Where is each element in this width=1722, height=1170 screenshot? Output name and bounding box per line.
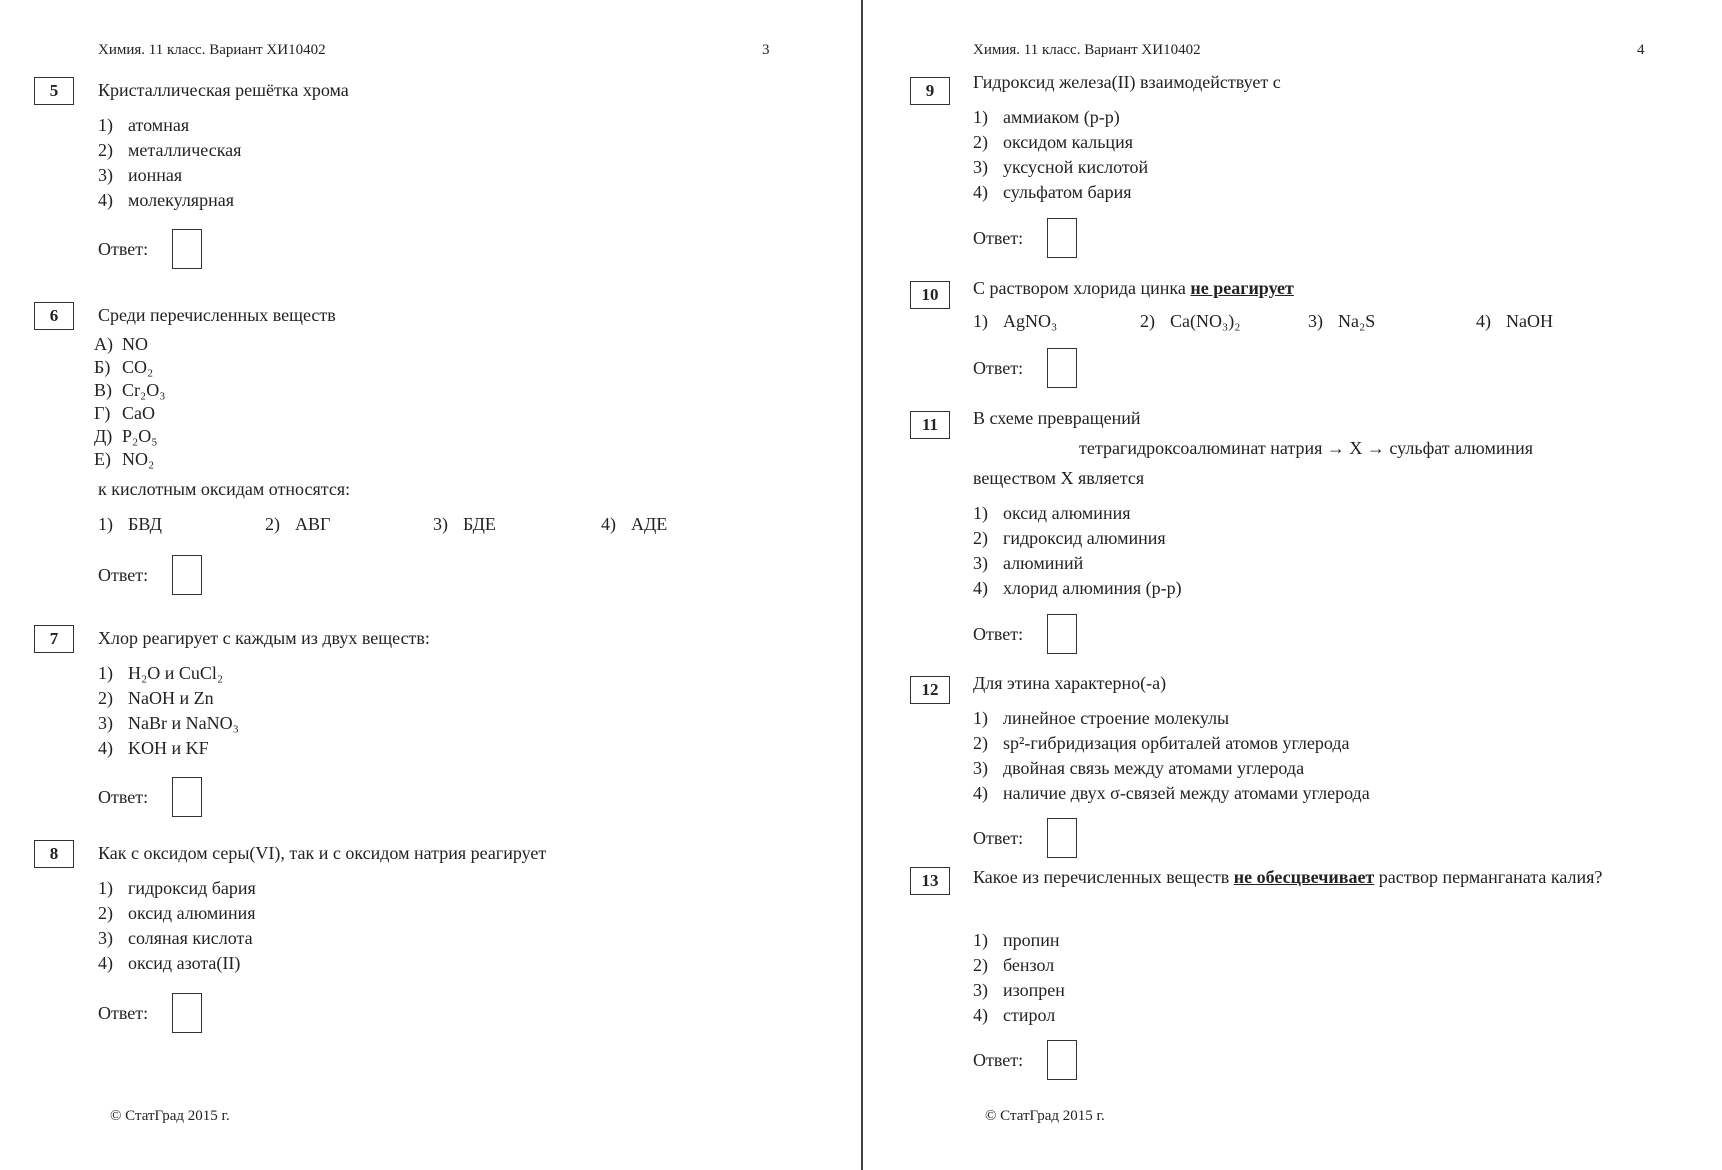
answer-box[interactable] — [1047, 348, 1077, 388]
option: 2) NaOH и Zn — [98, 688, 214, 708]
question-number: 9 — [910, 77, 950, 105]
option: 2) sp²-гибридизация орбиталей атомов углерода — [973, 733, 1350, 753]
option: 2) бензол — [973, 955, 1055, 975]
transformation-scheme: тетрагидроксоалюминат натрия → X → сульфат алюминия — [1079, 438, 1534, 458]
answer-options — [973, 928, 1065, 1028]
option: 3) алюминий — [973, 553, 1084, 573]
answer-label: Ответ: — [973, 1049, 1024, 1070]
answer-options — [973, 311, 1673, 337]
question-text: Хлор реагирует с каждым из двух веществ: — [98, 628, 430, 648]
option: 1) AgNO₃ — [973, 311, 1058, 331]
option: 2) АВГ — [265, 514, 331, 534]
option: 2) Ca(NO₃)₂ — [1140, 311, 1241, 331]
question-text: Какое из перечисленных веществ не обесцвечивает раствор перманганата калия? — [973, 867, 1603, 887]
answer-row — [973, 218, 1077, 258]
answer-label: Ответ: — [973, 827, 1024, 848]
option: 1) гидроксид бария — [98, 878, 256, 898]
page-number: 3 — [762, 42, 770, 58]
option: 3) NaBr и NaNO₃ — [98, 713, 239, 733]
answer-row — [973, 348, 1077, 388]
question-text: С раствором хлорида цинка не реагирует — [973, 278, 1294, 298]
answer-label: Ответ: — [973, 623, 1024, 644]
right-page — [863, 0, 1722, 1170]
answer-options — [973, 105, 1148, 205]
answer-row — [98, 229, 202, 269]
question-number: 5 — [34, 77, 74, 105]
option: 3) Na₂S — [1308, 311, 1376, 331]
answer-label: Ответ: — [98, 238, 149, 259]
option: 4) молекулярная — [98, 190, 234, 210]
question-text: Для этина характерно(-а) — [973, 673, 1167, 693]
option: 1) атомная — [98, 115, 190, 135]
question-number: 12 — [910, 676, 950, 704]
option: 1) пропин — [973, 930, 1060, 950]
option: 3) двойная связь между атомами углерода — [973, 758, 1305, 778]
option: 3) соляная кислота — [98, 928, 253, 948]
option: 4) оксид азота(II) — [98, 953, 241, 973]
list-item: Б) CO₂ — [94, 357, 154, 377]
page-number: 4 — [1637, 42, 1645, 58]
list-item: В) Cr₂O₃ — [94, 380, 166, 400]
option: 3) уксусной кислотой — [973, 157, 1149, 177]
answer-row — [98, 777, 202, 817]
answer-options — [973, 501, 1182, 601]
answer-label: Ответ: — [98, 564, 149, 585]
emphasis: не реагирует — [1190, 278, 1294, 298]
answer-box[interactable] — [172, 555, 202, 595]
answer-options — [98, 113, 241, 213]
question-subtext: к кислотным оксидам относятся: — [98, 479, 351, 499]
answer-box[interactable] — [1047, 614, 1077, 654]
question-text: Среди перечисленных веществ — [98, 305, 336, 325]
page-footer: © СтатГрад 2015 г. — [110, 1108, 230, 1124]
option: 1) H₂O и CuCl₂ — [98, 663, 224, 683]
option: 2) гидроксид алюминия — [973, 528, 1166, 548]
page-header: Химия. 11 класс. Вариант ХИ10402 — [973, 42, 1201, 58]
question-text: Гидроксид железа(II) взаимодействует с — [973, 72, 1281, 92]
option: 3) изопрен — [973, 980, 1065, 1000]
question-subtext: веществом X является — [973, 468, 1145, 488]
answer-box[interactable] — [172, 993, 202, 1033]
question-text: Кристаллическая решётка хрома — [98, 80, 349, 100]
option: 1) оксид алюминия — [973, 503, 1131, 523]
answer-label: Ответ: — [98, 786, 149, 807]
question-number: 10 — [910, 281, 950, 309]
option: 4) сульфатом бария — [973, 182, 1132, 202]
option: 4) стирол — [973, 1005, 1056, 1025]
answer-box[interactable] — [172, 229, 202, 269]
list-item: Г) CaO — [94, 403, 155, 423]
question-number: 7 — [34, 625, 74, 653]
answer-options — [98, 514, 798, 540]
question-number: 11 — [910, 411, 950, 439]
answer-box[interactable] — [1047, 1040, 1077, 1080]
option: 2) оксидом кальция — [973, 132, 1133, 152]
answer-label: Ответ: — [973, 357, 1024, 378]
list-item: А) NO — [94, 334, 148, 354]
option: 4) наличие двух σ-связей между атомами углерода — [973, 783, 1370, 803]
option: 1) линейное строение молекулы — [973, 708, 1230, 728]
option: 2) металлическая — [98, 140, 242, 160]
page-header: Химия. 11 класс. Вариант ХИ10402 — [98, 42, 326, 58]
answer-options — [973, 706, 1370, 806]
answer-row — [973, 1040, 1077, 1080]
answer-label: Ответ: — [973, 227, 1024, 248]
answer-row — [973, 818, 1077, 858]
answer-row — [98, 993, 202, 1033]
question-text: Как с оксидом серы(VI), так и с оксидом натрия реагирует — [98, 843, 547, 863]
answer-box[interactable] — [1047, 818, 1077, 858]
question-number: 6 — [34, 302, 74, 330]
emphasis: не обесцвечивает — [1233, 867, 1375, 887]
answer-options — [98, 661, 239, 761]
answer-row — [973, 614, 1077, 654]
answer-box[interactable] — [1047, 218, 1077, 258]
option: 4) АДЕ — [601, 514, 668, 534]
page-footer: © СтатГрад 2015 г. — [985, 1108, 1105, 1124]
list-item: Д) P₂O₅ — [94, 426, 158, 446]
option: 3) ионная — [98, 165, 183, 185]
question-number: 8 — [34, 840, 74, 868]
option: 1) аммиаком (р-р) — [973, 107, 1120, 127]
list-item: Е) NO₂ — [94, 449, 155, 469]
option: 2) оксид алюминия — [98, 903, 256, 923]
option: 3) БДЕ — [433, 514, 496, 534]
option: 4) KOH и KF — [98, 738, 209, 758]
option: 1) БВД — [98, 514, 162, 534]
option: 4) хлорид алюминия (р-р) — [973, 578, 1182, 598]
question-text: В схеме превращений — [973, 408, 1141, 428]
answer-box[interactable] — [172, 777, 202, 817]
answer-options — [98, 876, 256, 976]
answer-row — [98, 555, 202, 595]
substance-list — [94, 333, 166, 471]
option: 4) NaOH — [1476, 311, 1553, 331]
question-number: 13 — [910, 867, 950, 895]
answer-label: Ответ: — [98, 1002, 149, 1023]
